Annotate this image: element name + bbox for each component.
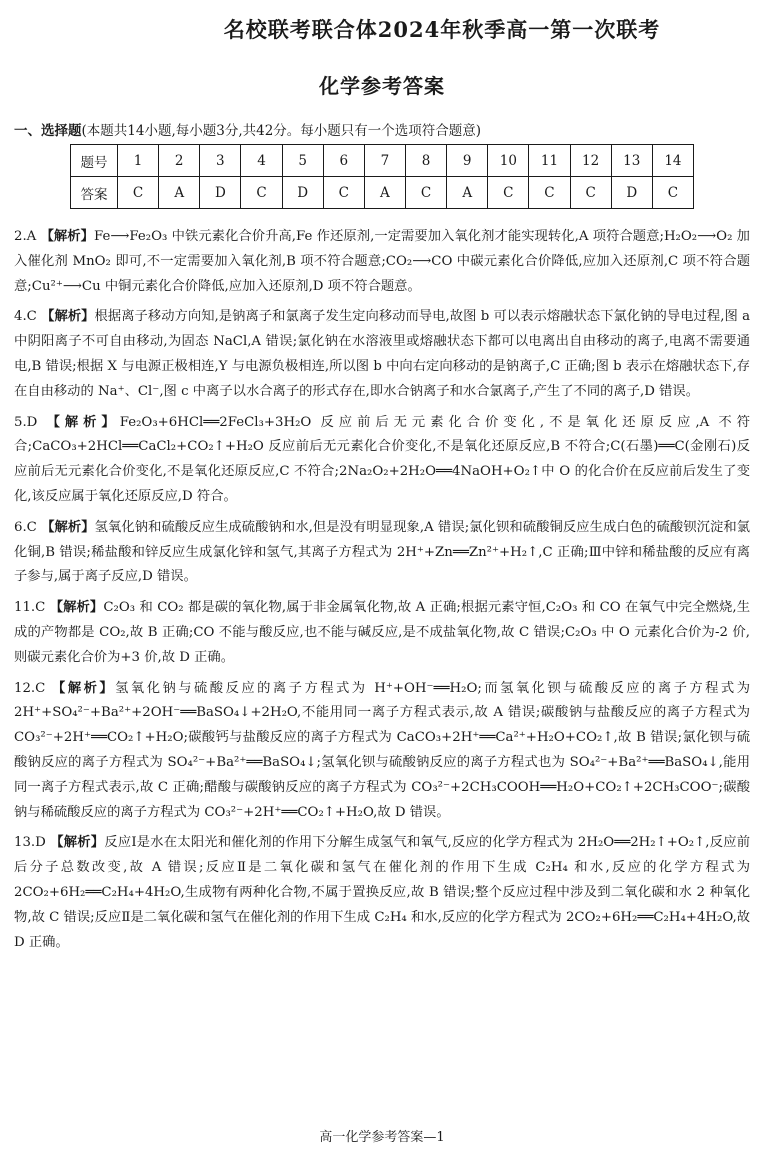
explanation-q5 bbox=[14, 411, 750, 510]
question-number-cell: 4 bbox=[241, 145, 282, 177]
answer-cell: C bbox=[118, 177, 159, 209]
question-head: 13.D bbox=[14, 835, 46, 851]
analysis-tag: 【解析】 bbox=[50, 835, 105, 851]
answer-table bbox=[70, 144, 694, 209]
section-heading bbox=[14, 119, 481, 139]
answer-cell: D bbox=[611, 177, 652, 209]
answer-cell: C bbox=[529, 177, 570, 209]
explanation-text: 氢氧化钠与硫酸反应的离子方程式为 H⁺+OH⁻══H₂O;而氢氧化钡与硫酸反应的离子方程式为 2H⁺+SO₄²⁻+Ba²⁺+2OH⁻══BaSO₄↓+2H₂O,不能用同一离子方程式表示,故 A 错误;碳酸钠与盐酸反应的离子方程式为 CO₃²⁻+2H⁺══CO₂↑+H₂O;碳酸钙与盐酸反应的离子方程式为 CaCO₃+2H⁺══Ca²⁺+H₂O+CO₂↑,故 B 错误;氯化钡与硫酸钠反应的离子方程式为 SO₄²⁻+Ba²⁺══BaSO₄↓;氢氧化钡与硫酸钠反应的离子方程式也为 SO₄²⁻+Ba²⁺══BaSO₄↓,能用同一离子方程式表示,故 C 正确;醋酸与碳酸钠反应的离子方程式为 CO₃²⁻+2CH₃COOH══H₂O+CO₂↑+2CH₃COO⁻;碳酸钠与稀硫酸反应的离子方程式为 CO₃²⁻+2H⁺══CO₂↑+H₂O,故 D 错误。 bbox=[14, 680, 751, 820]
question-number-cell: 10 bbox=[488, 145, 529, 177]
analysis-tag: 【解析】 bbox=[41, 309, 95, 325]
question-head: 12.C bbox=[14, 680, 46, 696]
explanations bbox=[14, 225, 750, 961]
question-number-cell: 9 bbox=[447, 145, 488, 177]
answer-cell: A bbox=[447, 177, 488, 209]
answer-cell: C bbox=[652, 177, 693, 209]
question-number-cell: 8 bbox=[405, 145, 446, 177]
page-title: 名校联考联合体2024年秋季高一第一次联考 bbox=[223, 17, 661, 42]
answer-cell: D bbox=[200, 177, 241, 209]
question-number-cell: 11 bbox=[529, 145, 570, 177]
question-number-cell: 5 bbox=[282, 145, 323, 177]
explanation-text: 根据离子移动方向知,是钠离子和氯离子发生定向移动而导电,故图 b 可以表示熔融状态下氯化钠的导电过程,图 a 中阴阳离子不可自由移动,为固态 NaCl,A 错误;氯化钠在水溶液里或熔融状态下都可以电离出自由移动的离子,电离不需要通电,B 错误;根据 X 与电源正极相连,Y 与电源负极相连,所以图 b 中向右定向移动的是钠离子,C 正确;图 b 表示在熔融状态下,存在自由移动的 Na⁺、Cl⁻,图 c 中离子以水合离子的形式存在,即水合钠离子和水合氯离子,产生了不同的离子,D 错误。 bbox=[14, 309, 751, 399]
explanation-q13 bbox=[14, 831, 750, 955]
explanation-q12 bbox=[14, 677, 750, 826]
analysis-tag: 【解析】 bbox=[46, 414, 120, 430]
answer-cell: C bbox=[405, 177, 446, 209]
explanation-text: Fe⟶Fe₂O₃ 中铁元素化合价升高,Fe 作还原剂,一定需要加入氧化剂才能实现转化,A 项符合题意;H₂O₂⟶O₂ 加入催化剂 MnO₂ 即可,不一定需要加入氧化剂,B 项不符合题意;CO₂⟶CO 中碳元素化合价降低,应加入还原剂,C 项不符合题意;Cu²⁺⟶Cu 中铜元素化合价降低,应加入还原剂,D 项不符合题意。 bbox=[14, 229, 750, 294]
section-label: 一、选择题 bbox=[14, 123, 82, 139]
analysis-tag: 【解析】 bbox=[41, 519, 95, 535]
answer-cell: C bbox=[323, 177, 364, 209]
question-number-cell: 6 bbox=[323, 145, 364, 177]
question-head: 4.C bbox=[14, 309, 37, 325]
question-number-cell: 2 bbox=[159, 145, 200, 177]
explanation-text: Fe₂O₃+6HCl══2FeCl₃+3H₂O 反应前后无元素化合价变化,不是氧化还原反应,A 不符合;CaCO₃+2HCl══CaCl₂+CO₂↑+H₂O 反应前后无元素化合价变化,不是氧化还原反应,B 不符合;C(石墨)══C(金刚石)反应前后无元素化合价变化,不是氧化还原反应,C 不符合;2Na₂O₂+2H₂O══4NaOH+O₂↑中 O 的化合价在反应前后发生了变化,该反应属于氧化还原反应,D 符合。 bbox=[14, 414, 750, 504]
question-head: 11.C bbox=[14, 600, 46, 616]
explanation-q11 bbox=[14, 596, 750, 670]
answer-cell: C bbox=[570, 177, 611, 209]
explanation-q4 bbox=[14, 305, 750, 404]
explanation-q6 bbox=[14, 516, 750, 590]
page-subtitle: 化学参考答案 bbox=[319, 74, 445, 98]
question-number-cell: 13 bbox=[611, 145, 652, 177]
table-header-cell: 答案 bbox=[71, 177, 118, 209]
table-header-cell: 题号 bbox=[71, 145, 118, 177]
question-head: 2.A bbox=[14, 229, 37, 244]
explanation-text: C₂O₃ 和 CO₂ 都是碳的氧化物,属于非金属氧化物,故 A 正确;根据元素守恒,C₂O₃ 和 CO 在氧气中完全燃烧,生成的产物都是 CO₂,故 B 正确;CO 不能与酸反应,也不能与碱反应,是不成盐氧化物,故 C 错误;C₂O₃ 中 O 元素化合价为-2 价,则碳元素化合价为+3 价,故 D 正确。 bbox=[14, 600, 751, 665]
question-number-cell: 1 bbox=[118, 145, 159, 177]
question-head: 5.D bbox=[14, 414, 38, 430]
answer-table-row-numbers bbox=[71, 145, 694, 177]
explanation-q2 bbox=[14, 225, 750, 299]
page-footer: 高一化学参考答案—1 bbox=[319, 1130, 445, 1145]
question-number-cell: 3 bbox=[200, 145, 241, 177]
answer-table-row-answers bbox=[71, 177, 694, 209]
question-head: 6.C bbox=[14, 519, 37, 535]
answer-cell: A bbox=[364, 177, 405, 209]
answer-cell: A bbox=[159, 177, 200, 209]
answer-cell: C bbox=[241, 177, 282, 209]
question-number-cell: 12 bbox=[570, 145, 611, 177]
explanation-text: 氢氧化钠和硫酸反应生成硫酸钠和水,但是没有明显现象,A 错误;氯化钡和硫酸铜反应生成白色的硫酸钡沉淀和氯化铜,B 错误;稀盐酸和锌反应生成氯化锌和氢气,其离子方程式为 2H⁺+Zn══Zn²⁺+H₂↑,C 正确;Ⅲ中锌和稀盐酸的反应有离子参与,属于离子反应,D 错误。 bbox=[14, 519, 751, 585]
analysis-tag: 【解析】 bbox=[52, 680, 116, 696]
analysis-tag: 【解析】 bbox=[40, 229, 94, 244]
analysis-tag: 【解析】 bbox=[49, 600, 104, 616]
question-number-cell: 14 bbox=[652, 145, 693, 177]
section-note: (本题共14小题,每小题3分,共42分。每小题只有一个选项符合题意) bbox=[81, 123, 482, 139]
explanation-text: 反应Ⅰ是水在太阳光和催化剂的作用下分解生成氢气和氧气,反应的化学方程式为 2H₂O══2H₂↑+O₂↑,反应前后分子总数改变,故 A 错误;反应Ⅱ是二氧化碳和氢气在催化剂的作用下生成 C₂H₄ 和水,反应的化学方程式为 2CO₂+6H₂══C₂H₄+4H₂O,生成物有两种化合物,不属于置换反应,故 B 错误;整个反应过程中涉及到二氧化碳和水 2 种氧化物,故 C 错误;反应Ⅱ是二氧化碳和氢气在催化剂的作用下生成 C₂H₄ 和水,反应的化学方程式为 2CO₂+6H₂══C₂H₄+4H₂O,故 D 正确。 bbox=[14, 835, 751, 950]
answer-cell: D bbox=[282, 177, 323, 209]
answer-cell: C bbox=[488, 177, 529, 209]
question-number-cell: 7 bbox=[364, 145, 405, 177]
